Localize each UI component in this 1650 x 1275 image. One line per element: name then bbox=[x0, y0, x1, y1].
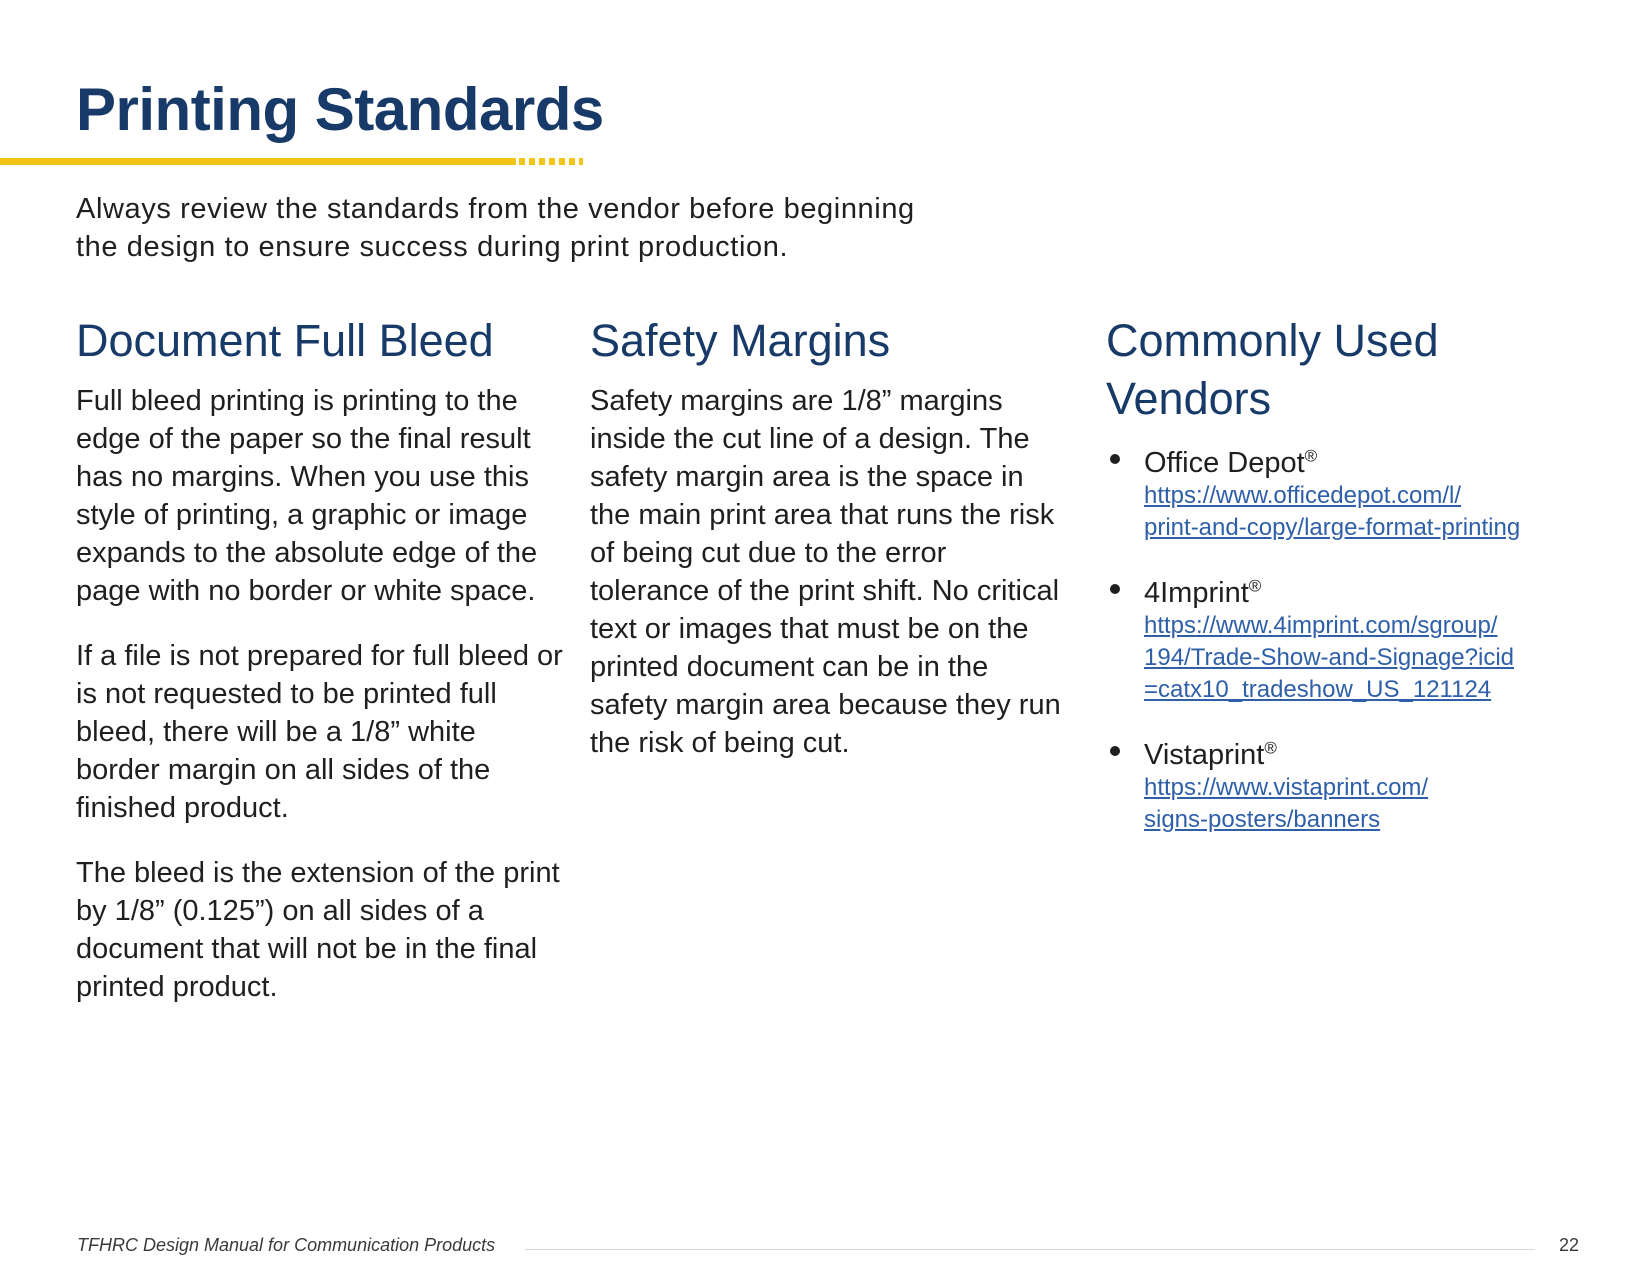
full-bleed-section bbox=[76, 312, 566, 1033]
title-underline-dots bbox=[519, 158, 583, 165]
page-title: Printing Standards bbox=[76, 76, 604, 143]
vendor-name: Vistaprint® bbox=[1144, 738, 1277, 771]
intro-line-2: the design to ensure success during print production. bbox=[76, 231, 789, 263]
vendors-heading bbox=[1106, 312, 1626, 428]
vendor-item-office-depot bbox=[1106, 446, 1626, 544]
registered-mark: ® bbox=[1248, 576, 1262, 596]
vendor-list bbox=[1106, 446, 1626, 836]
title-underline bbox=[0, 158, 516, 165]
registered-mark: ® bbox=[1304, 446, 1318, 466]
vendor-link-vistaprint[interactable]: https://www.vistaprint.com/ signs-posters/banners bbox=[1144, 774, 1429, 833]
full-bleed-paragraph-1: Full bleed printing is printing to the edge of the paper so the final result has no margins. When you use this style of printing, a graphic or image expands to the absolute edge of the page with no border or white space. bbox=[76, 385, 538, 607]
full-bleed-paragraph-2: If a file is not prepared for full bleed or is not requested to be printed full bleed, there will be a 1/8” white border margin on all sides of the finished product. bbox=[76, 640, 563, 824]
full-bleed-paragraph-3: The bleed is the extension of the print by 1/8” (0.125”) on all sides of a document that will not be in the final printed product. bbox=[76, 857, 560, 1003]
bullet-icon bbox=[1110, 746, 1120, 756]
safety-margins-heading: Safety Margins bbox=[590, 315, 891, 366]
vendors-heading-line-1: Commonly Used bbox=[1106, 315, 1439, 366]
vendors-heading-line-2: Vendors bbox=[1106, 373, 1272, 424]
vendor-item-vistaprint bbox=[1106, 738, 1626, 836]
bullet-icon bbox=[1110, 454, 1120, 464]
vendor-link-office-depot[interactable]: https://www.officedepot.com/l/ print-and-copy/large-format-printing bbox=[1144, 482, 1521, 541]
registered-mark: ® bbox=[1264, 738, 1277, 758]
vendor-name: 4Imprint® bbox=[1144, 576, 1262, 609]
full-bleed-heading: Document Full Bleed bbox=[76, 315, 494, 366]
safety-margins-section bbox=[590, 312, 1070, 789]
footer-document-title: TFHRC Design Manual for Communication Products bbox=[77, 1235, 496, 1255]
vendors-section bbox=[1106, 312, 1626, 868]
footer-divider bbox=[525, 1249, 1535, 1250]
vendor-name: Office Depot® bbox=[1144, 446, 1318, 479]
vendor-item-4imprint bbox=[1106, 576, 1626, 706]
page-number: 22 bbox=[1559, 1235, 1580, 1255]
bullet-icon bbox=[1110, 584, 1120, 594]
intro-line-1: Always review the standards from the vendor before beginning bbox=[76, 193, 915, 225]
safety-margins-paragraph: Safety margins are 1/8” margins inside the cut line of a design. The safety margin area is the space in the main print area that runs the risk of being cut due to the error tolerance of the print shift. No critical text or images that must be on the printed document can be in the safety margin area because they run the risk of being cut. bbox=[590, 385, 1061, 759]
intro-text bbox=[76, 190, 1016, 266]
vendor-link-4imprint[interactable]: https://www.4imprint.com/sgroup/ 194/Trade-Show-and-Signage?icid =catx10_tradeshow_US_121124 bbox=[1144, 612, 1515, 703]
